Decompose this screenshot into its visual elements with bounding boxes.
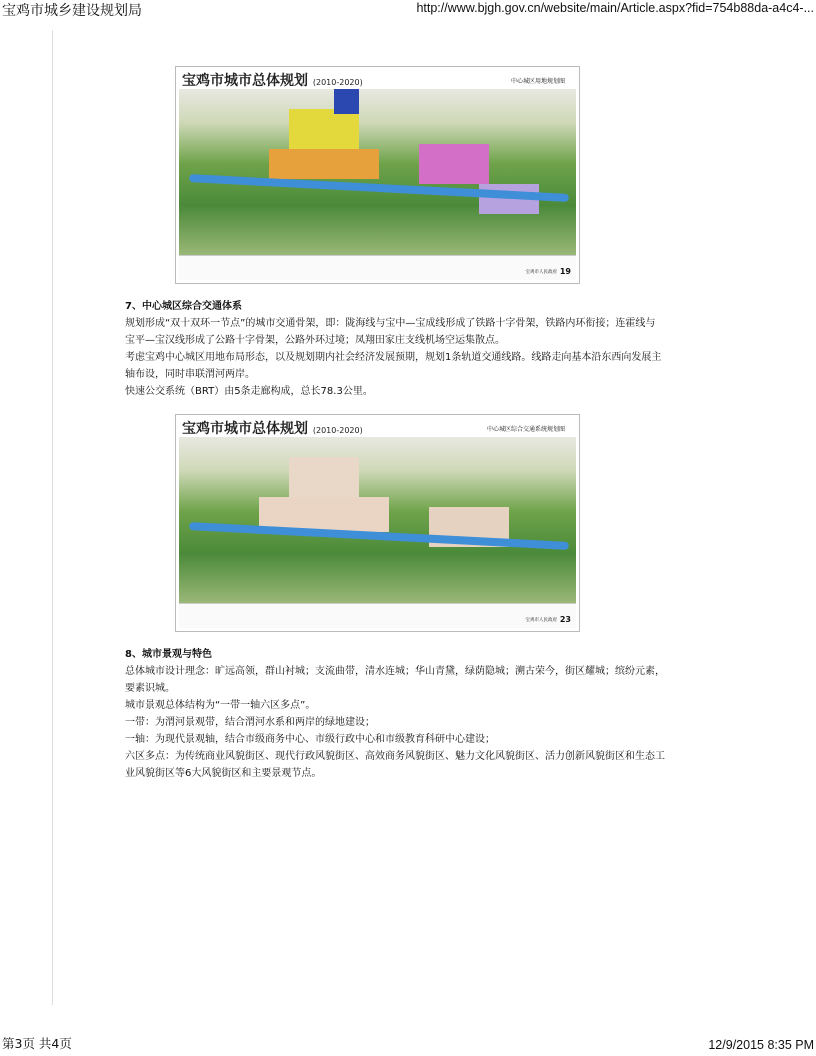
map-page-number: 19 (559, 267, 571, 276)
map-area (179, 89, 576, 255)
print-datetime: 12/9/2015 8:35 PM (708, 1038, 814, 1052)
section-7-heading: 7、中心城区综合交通体系 (125, 301, 242, 312)
paragraph: 一轴：为现代景观轴，结合市级商务中心、市级行政中心和市级教育科研中心建设； (125, 734, 495, 745)
map-subtitle: 中心城区用地规划图 (510, 78, 565, 85)
map-legend (179, 603, 576, 628)
map-org: 宝鸡市人民政府 (525, 270, 557, 275)
page-count: 第3页 共4页 (2, 1036, 72, 1051)
paragraph: 一带：为渭河景观带，结合渭河水系和两岸的绿地建设； (125, 717, 375, 728)
paragraph: 六区多点：为传统商业风貌街区、现代行政风貌街区、高效商务风貌街区、魅力文化风貌街区、活力创新风貌街区和生态工业风貌街区等6大风貌街区和主要景观节点。 (125, 751, 665, 779)
section-7 (125, 298, 665, 400)
page-header-title: 宝鸡市城乡建设规划局 (2, 3, 142, 19)
paragraph: 规划形成“双十双环一节点”的城市交通骨架，即：陇海线与宝中—宝成线形成了铁路十字骨架，铁路内环衔接；连霍线与宝平—宝汉线形成了公路十字骨架，公路外环过境；凤翔田家庄支线机场空运集散点。 (125, 318, 656, 346)
map-area (179, 437, 576, 603)
margin-line (52, 30, 53, 1005)
map-subtitle: 中心城区综合交通系统规划图 (486, 426, 565, 433)
transport-map-image (175, 414, 580, 632)
map-title: 宝鸡市城市总体规划 (2010-2020) (182, 73, 363, 89)
land-use-map-image (175, 66, 580, 284)
map-title: 宝鸡市城市总体规划 (2010-2020) (182, 421, 363, 437)
paragraph: 快速公交系统（BRT）由5条走廊构成，总长78.3公里。 (125, 386, 373, 397)
paragraph: 城市景观总体结构为“一带一轴六区多点”。 (125, 700, 316, 711)
map-legend (179, 255, 576, 280)
section-8-heading: 8、城市景观与特色 (125, 649, 212, 660)
map-org: 宝鸡市人民政府 (525, 618, 557, 623)
paragraph: 总体城市设计理念：旷远高领，群山衬城；支流曲带，清水连城；华山青黛，绿荫隐城；溯古荣今，街区耀城；缤纷元素，要素识城。 (125, 666, 665, 694)
page-url: http://www.bjgh.gov.cn/website/main/Article.aspx?fid=754b88da-a4c4-... (416, 1, 814, 15)
section-8 (125, 646, 665, 782)
map-page-number: 23 (559, 615, 571, 624)
paragraph: 考虑宝鸡中心城区用地布局形态，以及规划期内社会经济发展预期，规划1条轨道交通线路。线路走向基本沿东西向发展主轴布设，同时串联渭河两岸。 (125, 352, 662, 380)
